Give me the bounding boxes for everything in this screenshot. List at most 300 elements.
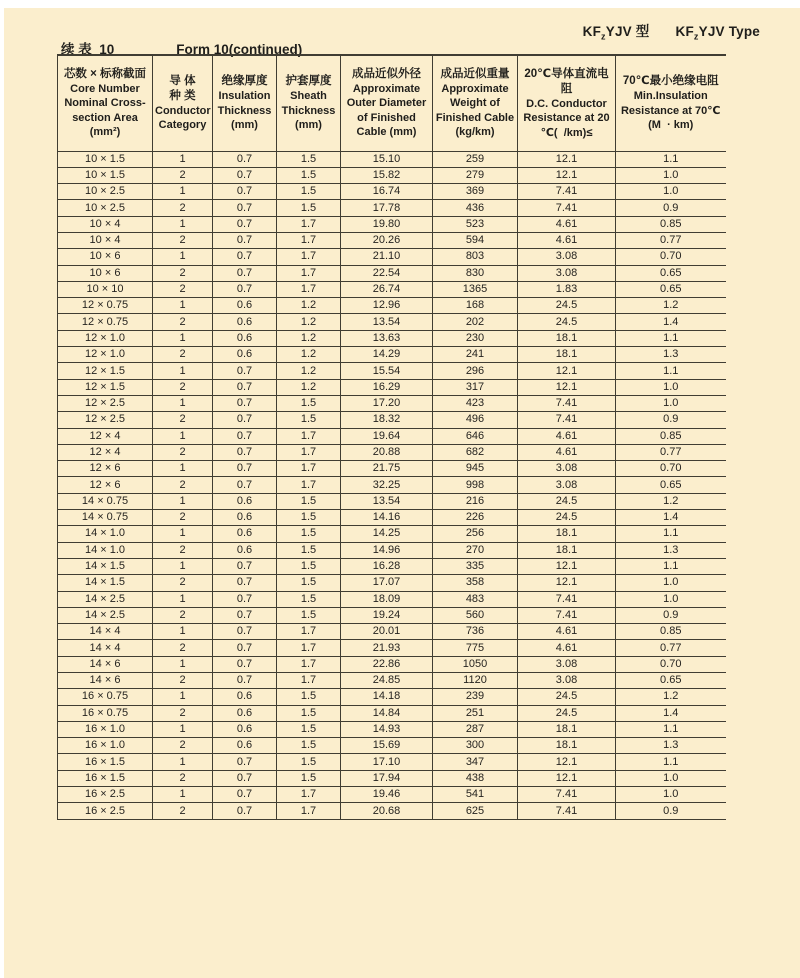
cell: 16 × 0.75 <box>58 705 153 721</box>
cell: 1.7 <box>277 428 341 444</box>
cell: 1.1 <box>616 558 726 574</box>
cell: 1.5 <box>277 575 341 591</box>
cell: 560 <box>433 607 518 623</box>
cell: 2 <box>153 738 213 754</box>
cell: 14.84 <box>341 705 433 721</box>
cell: 10 × 4 <box>58 216 153 232</box>
cell: 4.61 <box>518 624 616 640</box>
cell: 1 <box>153 330 213 346</box>
table-body <box>58 151 726 819</box>
table-row <box>58 656 726 672</box>
cell: 347 <box>433 754 518 770</box>
cell: 15.10 <box>341 151 433 167</box>
cell: 7.41 <box>518 412 616 428</box>
cell: 483 <box>433 591 518 607</box>
cell: 0.7 <box>213 803 277 819</box>
cell: 1.5 <box>277 591 341 607</box>
cell: 14.18 <box>341 689 433 705</box>
table-row <box>58 477 726 493</box>
cell: 2 <box>153 673 213 689</box>
cell: 0.77 <box>616 640 726 656</box>
cell: 287 <box>433 721 518 737</box>
cell: 2 <box>153 444 213 460</box>
cell: 358 <box>433 575 518 591</box>
cell: 14.29 <box>341 347 433 363</box>
cell: 1 <box>153 526 213 542</box>
cell: 12.1 <box>518 754 616 770</box>
cell: 1.5 <box>277 705 341 721</box>
cell: 14 × 1.0 <box>58 526 153 542</box>
cell: 0.65 <box>616 265 726 281</box>
cell: 20.88 <box>341 444 433 460</box>
cell: 0.6 <box>213 526 277 542</box>
cell: 21.93 <box>341 640 433 656</box>
cell: 17.10 <box>341 754 433 770</box>
cell: 1.7 <box>277 640 341 656</box>
cell: 1.4 <box>616 705 726 721</box>
table-row <box>58 314 726 330</box>
table-row <box>58 167 726 183</box>
cell: 1.1 <box>616 754 726 770</box>
cell: 12.1 <box>518 558 616 574</box>
cell: 0.7 <box>213 656 277 672</box>
table-row <box>58 151 726 167</box>
cell: 12.1 <box>518 575 616 591</box>
cell: 1.0 <box>616 787 726 803</box>
cell: 0.6 <box>213 510 277 526</box>
cell: 18.1 <box>518 330 616 346</box>
cell: 14 × 0.75 <box>58 493 153 509</box>
cell: 1.1 <box>616 363 726 379</box>
column-header: 70℃最小绝缘电阻 Min.Insulation Resistance at 70℃ (M · km) <box>616 55 726 151</box>
cell: 0.7 <box>213 265 277 281</box>
cell: 1 <box>153 249 213 265</box>
cell: 0.7 <box>213 167 277 183</box>
table-row <box>58 770 726 786</box>
cell: 14.25 <box>341 526 433 542</box>
cell: 496 <box>433 412 518 428</box>
cell: 2 <box>153 232 213 248</box>
cell: 1.3 <box>616 347 726 363</box>
cell: 12 × 2.5 <box>58 395 153 411</box>
cell: 12 × 1.5 <box>58 363 153 379</box>
cell: 0.7 <box>213 363 277 379</box>
cell: 0.77 <box>616 444 726 460</box>
cell: 1.2 <box>277 379 341 395</box>
cell: 7.41 <box>518 803 616 819</box>
cell: 7.41 <box>518 787 616 803</box>
cell: 2 <box>153 542 213 558</box>
cell: 20.01 <box>341 624 433 640</box>
cell: 14 × 1.5 <box>58 558 153 574</box>
cell: 438 <box>433 770 518 786</box>
cell: 436 <box>433 200 518 216</box>
cell: 0.6 <box>213 347 277 363</box>
cell: 22.54 <box>341 265 433 281</box>
cell: 1.5 <box>277 738 341 754</box>
cell: 4.61 <box>518 640 616 656</box>
cell: 16.29 <box>341 379 433 395</box>
column-header: 成品近似重量 Approximate Weight of Finished Cable (kg/km) <box>433 55 518 151</box>
cell: 17.07 <box>341 575 433 591</box>
cell: 1.0 <box>616 591 726 607</box>
column-header: 芯数 × 标称截面 Core Number Nominal Cross- section Area (mm²) <box>58 55 153 151</box>
cell: 24.5 <box>518 493 616 509</box>
cell: 13.63 <box>341 330 433 346</box>
table-row <box>58 738 726 754</box>
cell: 0.6 <box>213 721 277 737</box>
cell: 12.1 <box>518 167 616 183</box>
cell: 13.54 <box>341 314 433 330</box>
cell: 0.7 <box>213 575 277 591</box>
cell: 1.7 <box>277 232 341 248</box>
cell: 279 <box>433 167 518 183</box>
cell: 3.08 <box>518 265 616 281</box>
cell: 2 <box>153 477 213 493</box>
cell: 14 × 2.5 <box>58 591 153 607</box>
cell: 1.7 <box>277 787 341 803</box>
cell: 7.41 <box>518 184 616 200</box>
cell: 1.7 <box>277 265 341 281</box>
cell: 10 × 2.5 <box>58 200 153 216</box>
table-row <box>58 754 726 770</box>
table-row <box>58 249 726 265</box>
cell: 12 × 4 <box>58 444 153 460</box>
cell: 523 <box>433 216 518 232</box>
cell: 0.9 <box>616 607 726 623</box>
table-row <box>58 721 726 737</box>
cell: 1.7 <box>277 461 341 477</box>
cell: 1.2 <box>616 689 726 705</box>
cell: 3.08 <box>518 461 616 477</box>
cell: 1120 <box>433 673 518 689</box>
cell: 2 <box>153 281 213 297</box>
cell: 0.7 <box>213 461 277 477</box>
cell: 2 <box>153 575 213 591</box>
cell: 775 <box>433 640 518 656</box>
cell: 270 <box>433 542 518 558</box>
cell: 1 <box>153 787 213 803</box>
cell: 1 <box>153 591 213 607</box>
cell: 12 × 4 <box>58 428 153 444</box>
cell: 3.08 <box>518 656 616 672</box>
cell: 3.08 <box>518 249 616 265</box>
cell: 1.5 <box>277 558 341 574</box>
cell: 0.85 <box>616 428 726 444</box>
cell: 12 × 1.0 <box>58 330 153 346</box>
cell: 2 <box>153 347 213 363</box>
cell: 12 × 1.5 <box>58 379 153 395</box>
cell: 19.24 <box>341 607 433 623</box>
table-row <box>58 689 726 705</box>
cell: 1.5 <box>277 770 341 786</box>
cell: 1.7 <box>277 803 341 819</box>
cell: 0.7 <box>213 249 277 265</box>
cell: 0.7 <box>213 200 277 216</box>
cell: 14 × 1.0 <box>58 542 153 558</box>
cell: 19.46 <box>341 787 433 803</box>
cell: 24.85 <box>341 673 433 689</box>
cell: 241 <box>433 347 518 363</box>
cell: 15.54 <box>341 363 433 379</box>
cell: 7.41 <box>518 395 616 411</box>
cell: 12.1 <box>518 363 616 379</box>
cell: 0.7 <box>213 558 277 574</box>
cell: 259 <box>433 151 518 167</box>
table-row <box>58 330 726 346</box>
cell: 1 <box>153 363 213 379</box>
cell: 0.65 <box>616 281 726 297</box>
cell: 12.1 <box>518 770 616 786</box>
cell: 1 <box>153 461 213 477</box>
table-row <box>58 265 726 281</box>
cell: 1.1 <box>616 330 726 346</box>
cell: 0.7 <box>213 412 277 428</box>
cell: 1.7 <box>277 673 341 689</box>
cell: 2 <box>153 412 213 428</box>
cell: 1.7 <box>277 216 341 232</box>
cell: 1 <box>153 721 213 737</box>
table-row <box>58 412 726 428</box>
cell: 296 <box>433 363 518 379</box>
cell: 998 <box>433 477 518 493</box>
table-row <box>58 216 726 232</box>
cell: 1.0 <box>616 184 726 200</box>
cell: 10 × 1.5 <box>58 151 153 167</box>
table-row <box>58 705 726 721</box>
column-header: 护套厚度 Sheath Thickness (mm) <box>277 55 341 151</box>
cell: 1.2 <box>616 298 726 314</box>
page-type-label <box>583 20 760 42</box>
cell: 12 × 0.75 <box>58 298 153 314</box>
table-row <box>58 232 726 248</box>
cell: 1.5 <box>277 493 341 509</box>
column-header: 20℃导体直流电阻 D.C. Conductor Resistance at 20 ℃( /km)≤ <box>518 55 616 151</box>
cell: 0.65 <box>616 673 726 689</box>
table-row <box>58 461 726 477</box>
cell: 1.7 <box>277 477 341 493</box>
cell: 4.61 <box>518 232 616 248</box>
cell: 7.41 <box>518 200 616 216</box>
cell: 646 <box>433 428 518 444</box>
cell: 0.6 <box>213 298 277 314</box>
cell: 1 <box>153 395 213 411</box>
cell: 0.6 <box>213 330 277 346</box>
cell: 251 <box>433 705 518 721</box>
cell: 18.09 <box>341 591 433 607</box>
cell: 1.7 <box>277 444 341 460</box>
cell: 256 <box>433 526 518 542</box>
spec-table <box>57 54 726 820</box>
cell: 14 × 6 <box>58 673 153 689</box>
table-row <box>58 542 726 558</box>
cell: 625 <box>433 803 518 819</box>
cell: 26.74 <box>341 281 433 297</box>
cell: 14 × 1.5 <box>58 575 153 591</box>
table-row <box>58 673 726 689</box>
cell: 1365 <box>433 281 518 297</box>
cell: 0.85 <box>616 216 726 232</box>
cell: 12.1 <box>518 151 616 167</box>
table-row <box>58 558 726 574</box>
cell: 0.7 <box>213 184 277 200</box>
cell: 1.83 <box>518 281 616 297</box>
cell: 0.9 <box>616 412 726 428</box>
cell: 0.7 <box>213 770 277 786</box>
cell: 1.3 <box>616 542 726 558</box>
cell: 541 <box>433 787 518 803</box>
cell: 14 × 4 <box>58 640 153 656</box>
cell: 0.7 <box>213 428 277 444</box>
table-row <box>58 624 726 640</box>
cell: 1.2 <box>277 330 341 346</box>
cell: 0.9 <box>616 803 726 819</box>
cell: 15.82 <box>341 167 433 183</box>
cell: 682 <box>433 444 518 460</box>
cell: 2 <box>153 803 213 819</box>
table-row <box>58 395 726 411</box>
cell: 1.5 <box>277 200 341 216</box>
cell: 0.7 <box>213 281 277 297</box>
cell: 2 <box>153 265 213 281</box>
cell: 16 × 1.5 <box>58 754 153 770</box>
cell: 1.5 <box>277 721 341 737</box>
cell: 16 × 1.5 <box>58 770 153 786</box>
caption-cn: 续 表 10 <box>61 42 115 57</box>
cell: 16 × 2.5 <box>58 787 153 803</box>
cell: 14 × 2.5 <box>58 607 153 623</box>
cell: 1 <box>153 689 213 705</box>
cell: 12 × 2.5 <box>58 412 153 428</box>
cell: 0.7 <box>213 624 277 640</box>
cell: 0.7 <box>213 640 277 656</box>
cell: 803 <box>433 249 518 265</box>
cell: 14.96 <box>341 542 433 558</box>
cell: 22.86 <box>341 656 433 672</box>
cell: 1.7 <box>277 656 341 672</box>
cell: 0.85 <box>616 624 726 640</box>
table-row <box>58 298 726 314</box>
cell: 10 × 6 <box>58 265 153 281</box>
table-row <box>58 428 726 444</box>
cell: 0.7 <box>213 754 277 770</box>
table-row <box>58 200 726 216</box>
cell: 24.5 <box>518 705 616 721</box>
cell: 830 <box>433 265 518 281</box>
cell: 1.5 <box>277 184 341 200</box>
cell: 0.9 <box>616 200 726 216</box>
cell: 1.5 <box>277 167 341 183</box>
cell: 0.7 <box>213 477 277 493</box>
cell: 1.2 <box>277 347 341 363</box>
cell: 1 <box>153 624 213 640</box>
cell: 0.7 <box>213 787 277 803</box>
cell: 0.6 <box>213 705 277 721</box>
cell: 19.64 <box>341 428 433 444</box>
cell: 1.7 <box>277 624 341 640</box>
cell: 3.08 <box>518 673 616 689</box>
table-row <box>58 363 726 379</box>
cell: 1.5 <box>277 754 341 770</box>
cell: 7.41 <box>518 591 616 607</box>
table-row <box>58 493 726 509</box>
table-row <box>58 803 726 819</box>
cell: 16 × 2.5 <box>58 803 153 819</box>
cell: 1.4 <box>616 510 726 526</box>
cell: 1.4 <box>616 314 726 330</box>
cell: 0.6 <box>213 493 277 509</box>
cell: 24.5 <box>518 298 616 314</box>
cell: 1.5 <box>277 526 341 542</box>
cell: 1.7 <box>277 249 341 265</box>
cell: 1.3 <box>616 738 726 754</box>
cell: 594 <box>433 232 518 248</box>
cell: 16 × 1.0 <box>58 738 153 754</box>
cell: 10 × 10 <box>58 281 153 297</box>
cell: 4.61 <box>518 216 616 232</box>
cell: 32.25 <box>341 477 433 493</box>
cell: 12.96 <box>341 298 433 314</box>
table-row <box>58 607 726 623</box>
cell: 1.0 <box>616 379 726 395</box>
cell: 1.5 <box>277 542 341 558</box>
cell: 7.41 <box>518 607 616 623</box>
cell: 1.5 <box>277 412 341 428</box>
table-row <box>58 787 726 803</box>
cell: 0.70 <box>616 461 726 477</box>
cell: 18.1 <box>518 738 616 754</box>
cell: 0.70 <box>616 249 726 265</box>
cell: 0.7 <box>213 232 277 248</box>
cell: 1 <box>153 656 213 672</box>
cell: 24.5 <box>518 314 616 330</box>
cell: 19.80 <box>341 216 433 232</box>
cell: 12 × 0.75 <box>58 314 153 330</box>
cell: 14.16 <box>341 510 433 526</box>
column-header: 导 体 种 类 Conductor Category <box>153 55 213 151</box>
cell: 226 <box>433 510 518 526</box>
cell: 14 × 6 <box>58 656 153 672</box>
cell: 335 <box>433 558 518 574</box>
cell: 10 × 1.5 <box>58 167 153 183</box>
cell: 1.5 <box>277 151 341 167</box>
table-row <box>58 640 726 656</box>
cell: 3.08 <box>518 477 616 493</box>
cell: 1.2 <box>277 298 341 314</box>
cell: 10 × 6 <box>58 249 153 265</box>
cell: 0.70 <box>616 656 726 672</box>
cell: 0.7 <box>213 216 277 232</box>
cell: 1.5 <box>277 607 341 623</box>
cell: 16.74 <box>341 184 433 200</box>
cell: 1.2 <box>277 363 341 379</box>
cell: 4.61 <box>518 444 616 460</box>
cell: 0.6 <box>213 314 277 330</box>
cell: 16.28 <box>341 558 433 574</box>
cell: 12.1 <box>518 379 616 395</box>
cell: 2 <box>153 167 213 183</box>
cell: 0.7 <box>213 444 277 460</box>
table-row <box>58 184 726 200</box>
cell: 0.7 <box>213 395 277 411</box>
cell: 10 × 2.5 <box>58 184 153 200</box>
cell: 423 <box>433 395 518 411</box>
cell: 2 <box>153 379 213 395</box>
cell: 1.1 <box>616 151 726 167</box>
cell: 24.5 <box>518 510 616 526</box>
cell: 1.0 <box>616 770 726 786</box>
cell: 0.7 <box>213 151 277 167</box>
